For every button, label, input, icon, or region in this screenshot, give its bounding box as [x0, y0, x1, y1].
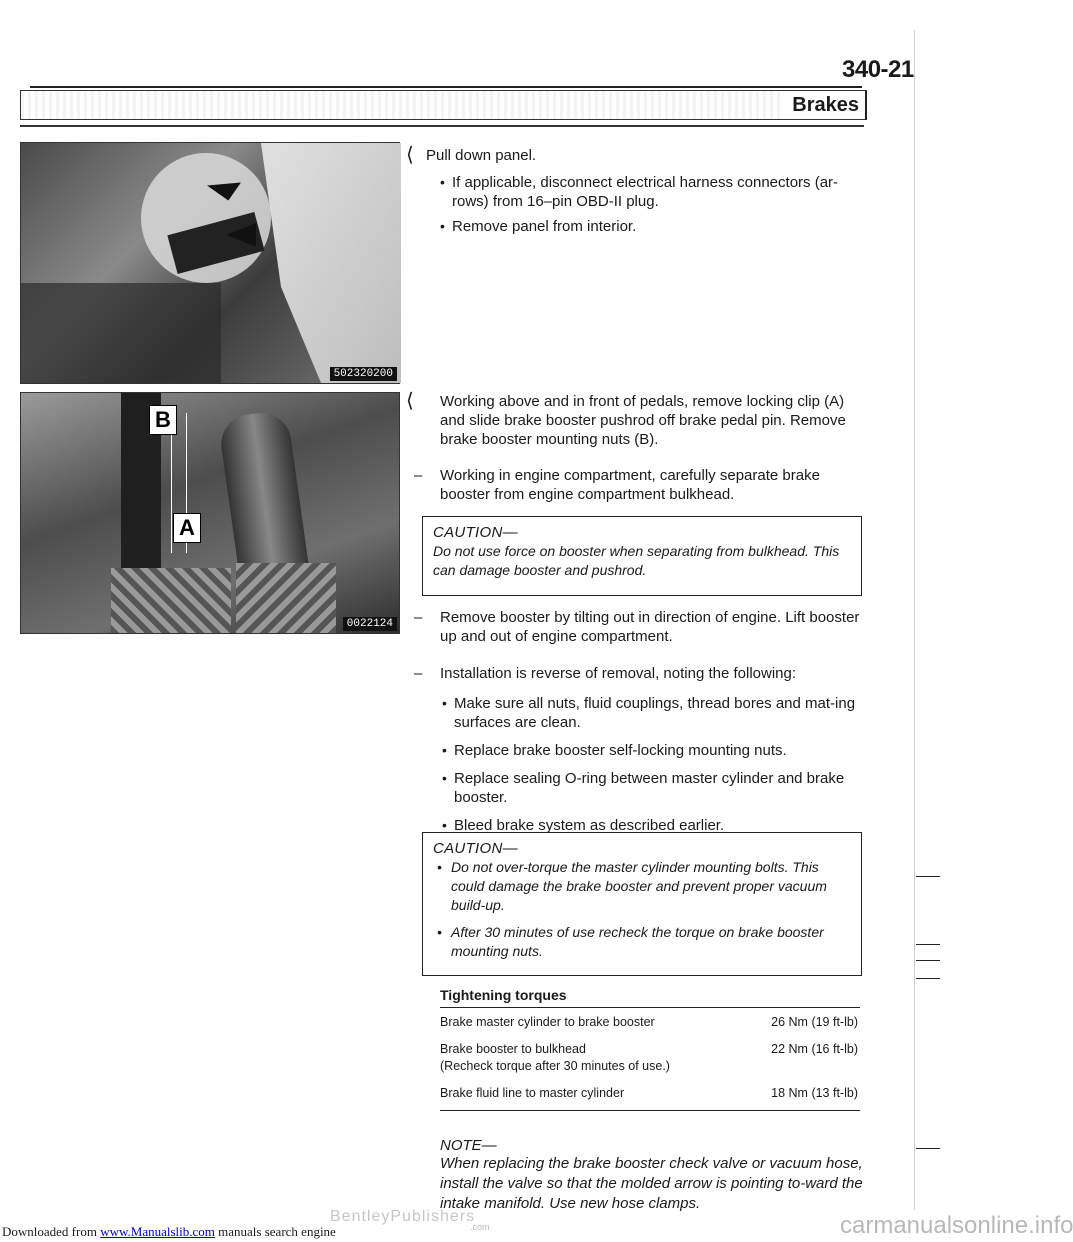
note-title: NOTE—: [440, 1137, 497, 1154]
margin-tick: [916, 944, 940, 945]
torque-label: Brake booster to bulkhead: [440, 1042, 586, 1056]
callout-a: A: [173, 513, 201, 543]
bullet-icon: •: [442, 742, 447, 758]
torque-table: [440, 1007, 860, 1111]
step-item: [414, 664, 860, 835]
download-footer: [2, 1224, 336, 1240]
torque-label: Brake master cylinder to brake booster: [440, 1015, 655, 1029]
step-item: [414, 608, 860, 646]
margin-line: [914, 30, 915, 1210]
step-lead: Pull down panel.: [426, 147, 537, 164]
photo-obd-panel: [20, 142, 400, 384]
margin-tick: [916, 1148, 940, 1149]
footer-suffix: manuals search engine: [214, 1224, 336, 1239]
publisher-watermark-sub: .com: [470, 1222, 490, 1232]
dash-icon: –: [414, 609, 423, 626]
bullet-icon: •: [440, 218, 445, 234]
figure-code: 502320200: [330, 367, 397, 381]
step-block-2: [406, 390, 858, 449]
caution-text: After 30 minutes of use recheck the torque on brake booster mounting nuts.: [451, 924, 824, 959]
caution-text: Do not over-torque the master cylinder mounting bolts. This could damage the brake booster and prevent proper vacuum build-up.: [451, 859, 827, 913]
caution-box-1: [422, 516, 862, 596]
footer-prefix: Downloaded from: [2, 1224, 101, 1239]
dash-icon: –: [414, 467, 423, 484]
bullet-icon: •: [442, 770, 447, 786]
arrow-marker-icon: [226, 223, 256, 247]
section-header-band: [20, 90, 867, 120]
bullet-icon: •: [442, 817, 447, 833]
publisher-watermark: BentleyPublishers: [330, 1208, 476, 1225]
torque-subnote: (Recheck torque after 30 minutes of use.): [440, 1059, 670, 1073]
margin-tick: [916, 960, 940, 961]
pointer-arrow-icon: ⟨: [406, 390, 414, 412]
bullet-icon: •: [437, 859, 442, 875]
bullet-text: Replace brake booster self-locking mounting nuts.: [454, 742, 787, 759]
torque-value: 22 Nm (16 ft-lb): [771, 1042, 858, 1056]
step-block-1: [406, 144, 862, 236]
site-watermark: carmanualsonline.info: [840, 1212, 1073, 1239]
bullet-text: If applicable, disconnect electrical harness connectors (ar-rows) from 16–pin OBD-II plug.: [452, 174, 839, 210]
caution-box-2: [422, 832, 862, 976]
dash-icon: –: [414, 665, 423, 682]
section-title: Brakes: [784, 91, 865, 119]
callout-b: B: [149, 405, 177, 435]
bullet-text: Bleed brake system as described earlier.: [454, 817, 725, 834]
table-row: [440, 1079, 860, 1110]
table-row: [440, 1008, 860, 1035]
header-separator: [20, 125, 864, 127]
table-row: [440, 1035, 860, 1079]
bullet-icon: •: [440, 174, 445, 190]
step-lead: Working above and in front of pedals, remove locking clip (A) and slide brake booster pushrod off brake pedal pin. Remove brake booster mounting nuts (B).: [440, 393, 846, 448]
pointer-arrow-icon: ⟨: [406, 144, 414, 166]
figure-code: 0022124: [343, 617, 397, 631]
margin-tick: [916, 876, 940, 877]
note-text: When replacing the brake booster check valve or vacuum hose, install the valve so that the molded arrow is pointing to-ward the intake manifold. Use new hose clamps.: [440, 1155, 863, 1212]
bullet-text: Remove panel from interior.: [452, 218, 637, 235]
bullet-text: Make sure all nuts, fluid couplings, thread bores and mat-ing surfaces are clean.: [454, 695, 856, 731]
header-rule: [30, 86, 862, 88]
margin-tick: [916, 978, 940, 979]
torque-value: 18 Nm (13 ft-lb): [771, 1086, 858, 1100]
bullet-icon: •: [437, 924, 442, 940]
torque-label: Brake fluid line to master cylinder: [440, 1086, 625, 1100]
step-text: Working in engine compartment, carefully separate brake booster from engine compartment bulkhead.: [440, 467, 820, 503]
torque-table-title: Tightening torques: [440, 987, 567, 1003]
bullet-text: Replace sealing O-ring between master cylinder and brake booster.: [454, 770, 845, 806]
torque-value: 26 Nm (19 ft-lb): [771, 1015, 858, 1029]
caution-title: CAUTION—: [433, 524, 518, 541]
step-text: Installation is reverse of removal, noting the following:: [440, 665, 797, 682]
caution-title: CAUTION—: [433, 840, 518, 857]
manualslib-link[interactable]: www.Manualslib.com: [100, 1224, 215, 1239]
step-item: [414, 466, 860, 504]
bullet-icon: •: [442, 695, 447, 711]
step-text: Remove booster by tilting out in direction of engine. Lift booster up and out of engine compartment.: [440, 609, 860, 645]
photo-pedal-assembly: [20, 392, 400, 634]
caution-text: Do not use force on booster when separating from bulkhead. This can damage booster and pushrod.: [433, 543, 840, 578]
page-number: 340-21: [842, 56, 914, 83]
